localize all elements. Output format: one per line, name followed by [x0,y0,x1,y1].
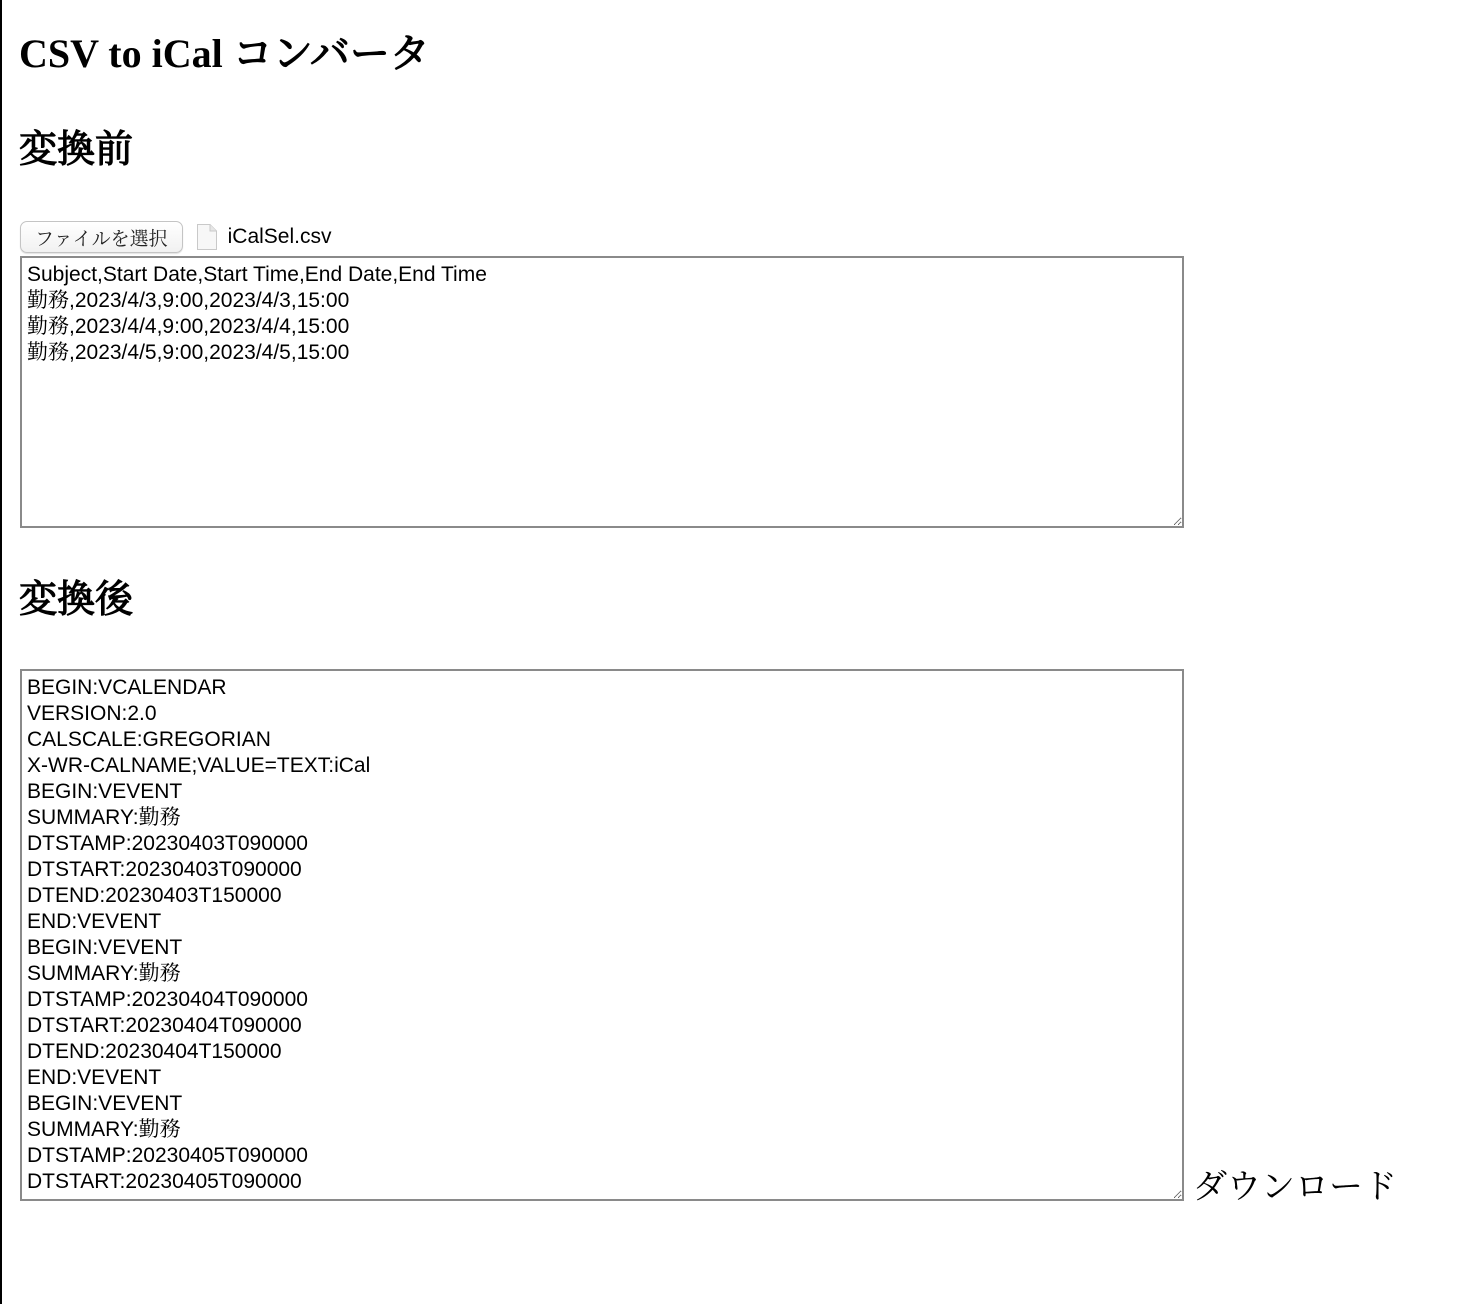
before-heading: 変換前 [19,129,134,171]
csv-input-textarea[interactable] [20,256,1184,528]
selected-file-name: iCalSel.csv [227,225,332,248]
choose-file-button[interactable]: ファイルを選択 [20,221,183,253]
after-heading: 変換後 [19,579,134,621]
page-title: CSV to iCal コンバータ [19,31,430,76]
ical-output-textarea[interactable] [20,669,1184,1201]
file-input[interactable] [20,220,332,254]
download-link[interactable]: ダウンロード [1193,1169,1397,1206]
document-icon [196,223,218,251]
